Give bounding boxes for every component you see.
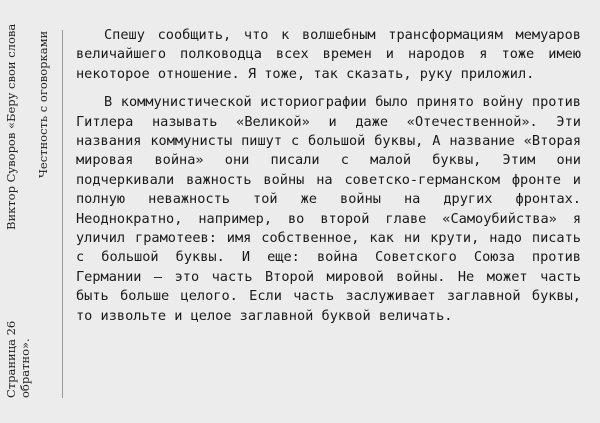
page-number-label: Страница 26 bbox=[4, 320, 18, 398]
margin-divider bbox=[62, 30, 63, 398]
chapter-title: Честность с оговорками bbox=[36, 30, 50, 178]
body-text bbox=[76, 26, 581, 335]
page-number-label-continued: обратно». bbox=[18, 338, 32, 398]
paragraph-2: В коммунистической историографии было принято войну против Гитлера называть «Великой» и даже «Отечественной». Эти названия коммунисты пишут с большой буквы, А название «Вторая мировая война» они писали с малой буквы, Этим они подчеркивали важность войны на советско-германском фронте и полную неважность той же войны на других фронтах. Неоднократно, например, во второй главе «Самоубийства» я уличил грамотеев: имя собственное, как ни крути, надо писать с большой буквы. И еще: война Советского Союза против Германии — это часть Второй мировой войны. Не может часть быть больше целого. Если часть заслуживает заглавной буквы, то извольте и целое заглавной буквой величать. bbox=[76, 94, 581, 324]
paragraph-1: Спешу сообщить, что к волшебным трансформациям мемуаров величайшего полководца всех времен и народов я тоже имею некоторое отношение. Я тоже, так сказать, руку приложил. bbox=[76, 27, 581, 82]
book-author-title: Виктор Суворов «Беру свои слова bbox=[4, 23, 18, 230]
page-margin bbox=[0, 0, 80, 423]
